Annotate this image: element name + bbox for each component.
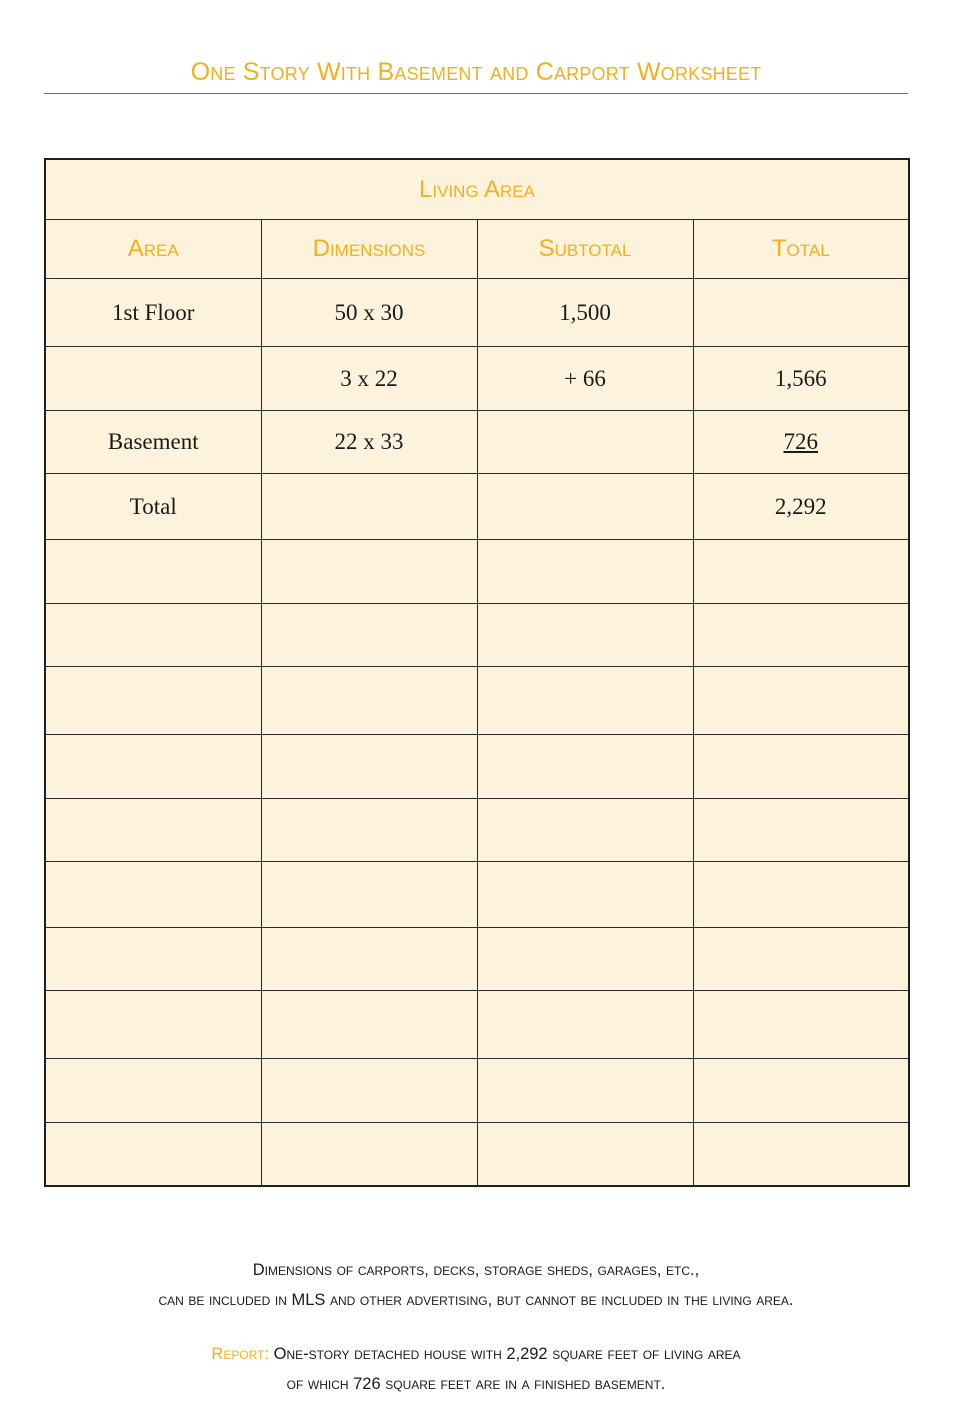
area-cell: Total (45, 474, 261, 540)
subtotal-cell (477, 1059, 693, 1123)
total-cell (693, 540, 909, 604)
dimensions-cell (261, 799, 477, 862)
table-row (45, 928, 909, 991)
header-subtotal: Subtotal (477, 220, 693, 279)
table-row (45, 411, 909, 474)
table-row (45, 799, 909, 862)
table-row (45, 862, 909, 928)
total-cell (693, 862, 909, 928)
total-cell: 1,566 (693, 347, 909, 411)
area-cell (45, 735, 261, 799)
dimensions-cell (261, 862, 477, 928)
table-row (45, 347, 909, 411)
area-cell: Basement (45, 411, 261, 474)
total-cell (693, 1123, 909, 1186)
report-line-2: of which 726 square feet are in a finished basement. (286, 1375, 666, 1393)
note-line-2: can be included in MLS and other advertising, but cannot be included in the living area. (158, 1291, 794, 1309)
header-area: Area (45, 220, 261, 279)
total-cell (693, 991, 909, 1059)
subtotal-cell (477, 735, 693, 799)
subtotal-cell (477, 474, 693, 540)
area-cell (45, 862, 261, 928)
dimensions-cell (261, 667, 477, 735)
total-cell (693, 799, 909, 862)
table-row (45, 1123, 909, 1186)
table-row (45, 279, 909, 347)
subtotal-cell (477, 667, 693, 735)
area-cell (45, 604, 261, 667)
total-cell (693, 667, 909, 735)
dimensions-cell: 50 x 30 (261, 279, 477, 347)
total-cell (693, 928, 909, 991)
total-cell: 726 (783, 429, 818, 454)
page-title: One Story With Basement and Carport Worksheet (190, 58, 762, 86)
dimensions-cell (261, 991, 477, 1059)
table-row (45, 991, 909, 1059)
area-cell: 1st Floor (45, 279, 261, 347)
report-line-1 (44, 1345, 908, 1364)
dimensions-cell (261, 474, 477, 540)
dimensions-cell (261, 1123, 477, 1186)
area-cell (45, 799, 261, 862)
report-text-1: One-story detached house with 2,292 square feet of living area (269, 1345, 741, 1363)
subtotal-cell (477, 799, 693, 862)
total-cell (693, 604, 909, 667)
header-total: Total (693, 220, 909, 279)
subtotal-cell (477, 411, 693, 474)
title-divider (44, 93, 908, 94)
dimensions-cell (261, 1059, 477, 1123)
dimensions-cell (261, 540, 477, 604)
area-cell (45, 991, 261, 1059)
subtotal-cell: 1,500 (477, 279, 693, 347)
total-cell (693, 735, 909, 799)
report-label: Report: (211, 1345, 270, 1363)
area-cell (45, 1123, 261, 1186)
subtotal-cell (477, 991, 693, 1059)
dimensions-cell (261, 928, 477, 991)
subtotal-cell (477, 540, 693, 604)
area-cell (45, 928, 261, 991)
dimensions-cell: 22 x 33 (261, 411, 477, 474)
table-row (45, 540, 909, 604)
dimensions-cell (261, 735, 477, 799)
total-cell (693, 1059, 909, 1123)
table-row (45, 604, 909, 667)
table-row (45, 667, 909, 735)
subtotal-cell (477, 928, 693, 991)
dimensions-cell (261, 604, 477, 667)
table-caption: Living Area (45, 159, 909, 220)
area-cell (45, 540, 261, 604)
area-cell (45, 1059, 261, 1123)
dimensions-cell: 3 x 22 (261, 347, 477, 411)
area-cell (45, 347, 261, 411)
note-line-1: Dimensions of carports, decks, storage sheds, garages, etc., (252, 1261, 700, 1279)
table-row (45, 1059, 909, 1123)
total-cell (693, 279, 909, 347)
subtotal-cell: + 66 (477, 347, 693, 411)
subtotal-cell (477, 862, 693, 928)
total-cell: 2,292 (693, 474, 909, 540)
subtotal-cell (477, 1123, 693, 1186)
table-row (45, 474, 909, 540)
subtotal-cell (477, 604, 693, 667)
header-dimensions: Dimensions (261, 220, 477, 279)
living-area-worksheet-table (44, 158, 910, 1187)
area-cell (45, 667, 261, 735)
table-row (45, 735, 909, 799)
